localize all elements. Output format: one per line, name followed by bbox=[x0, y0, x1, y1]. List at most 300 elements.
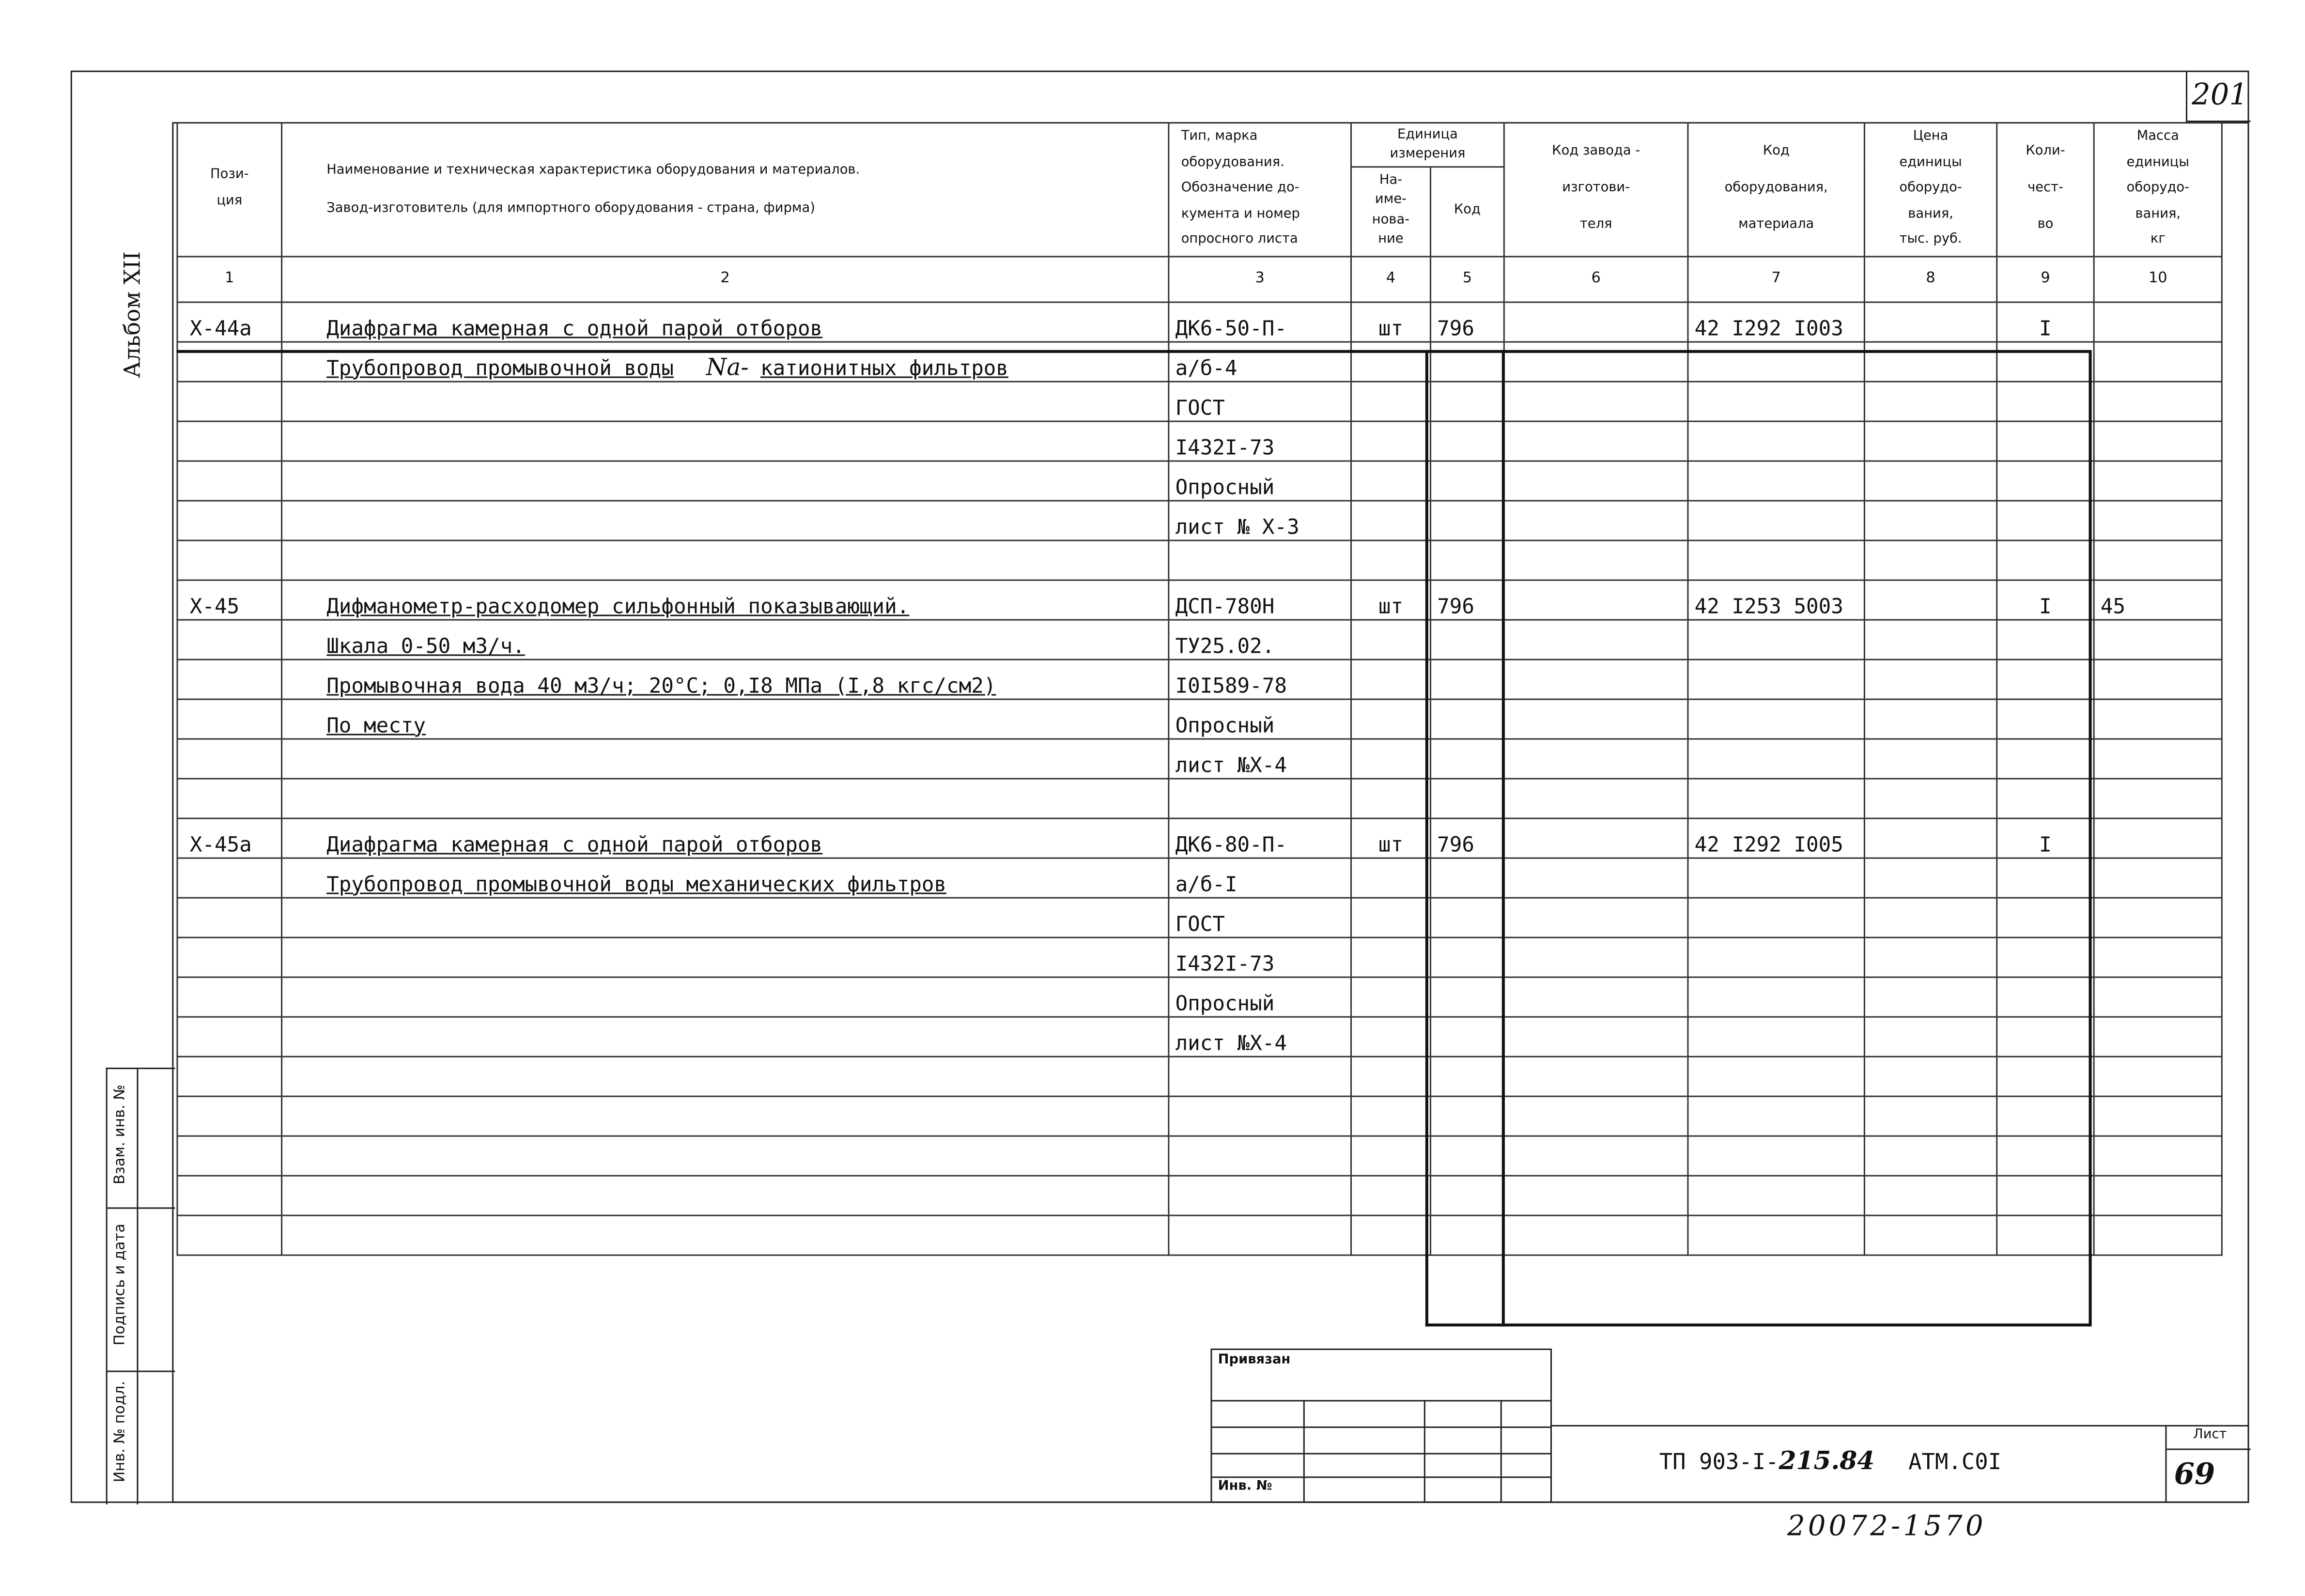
cell-code bbox=[1688, 897, 1864, 937]
cell-ucode bbox=[1430, 659, 1504, 699]
cell-code bbox=[1688, 1096, 1864, 1136]
cell-pos bbox=[177, 1136, 282, 1175]
header-plant-code: Код завода - изготови- теля bbox=[1504, 123, 1688, 257]
side-stamp-inv-replace: Взам. инв. № bbox=[112, 1084, 129, 1185]
header-mass: Масса единицы оборудо- вания, кг bbox=[2094, 123, 2222, 257]
cell-plant bbox=[1504, 1056, 1688, 1096]
table-row bbox=[177, 738, 2222, 778]
cell-pos: X-45a bbox=[177, 818, 282, 858]
cell-name bbox=[282, 818, 1169, 858]
cell-price bbox=[1864, 1136, 1996, 1175]
cell-qty bbox=[1997, 977, 2094, 1016]
table-row bbox=[177, 540, 2222, 580]
table-row bbox=[177, 381, 2222, 421]
cell-plant bbox=[1504, 619, 1688, 659]
cell-plant bbox=[1504, 1215, 1688, 1255]
cell-ucode bbox=[1430, 699, 1504, 738]
cell-plant bbox=[1504, 1175, 1688, 1215]
table-row bbox=[177, 500, 2222, 540]
cell-mass bbox=[2094, 540, 2222, 580]
cell-price bbox=[1864, 738, 1996, 778]
table-row bbox=[177, 699, 2222, 738]
cell-qty bbox=[1997, 341, 2094, 381]
cell-pos bbox=[177, 460, 282, 500]
cell-ucode bbox=[1430, 1016, 1504, 1056]
cell-plant bbox=[1504, 738, 1688, 778]
cell-qty bbox=[1997, 1175, 2094, 1215]
cell-plant bbox=[1504, 341, 1688, 381]
cell-doc: лист № X-3 bbox=[1169, 500, 1351, 540]
cell-mass bbox=[2094, 1096, 2222, 1136]
cell-ucode: 796 bbox=[1430, 580, 1504, 619]
table-row bbox=[177, 659, 2222, 699]
cell-unit bbox=[1351, 460, 1430, 500]
cell-name-text: Шкала 0-50 м3/ч. bbox=[326, 635, 525, 659]
cell-code bbox=[1688, 699, 1864, 738]
cell-code bbox=[1688, 977, 1864, 1016]
cell-name bbox=[282, 858, 1169, 897]
column-number-1: 1 bbox=[177, 256, 282, 302]
cell-name-handwritten: Na- bbox=[706, 353, 749, 381]
cell-ucode: 796 bbox=[1430, 302, 1504, 341]
document-code-suffix: АТМ.С0I bbox=[1908, 1448, 2002, 1475]
cell-mass: 45 bbox=[2094, 580, 2222, 619]
cell-mass bbox=[2094, 1016, 2222, 1056]
cell-mass bbox=[2094, 977, 2222, 1016]
cell-unit bbox=[1351, 1136, 1430, 1175]
cell-ucode bbox=[1430, 1136, 1504, 1175]
cell-plant bbox=[1504, 659, 1688, 699]
cell-qty bbox=[1997, 1016, 2094, 1056]
cell-name-text: Трубопровод промывочной воды bbox=[326, 357, 674, 381]
cell-ucode bbox=[1430, 1215, 1504, 1255]
table-row bbox=[177, 1136, 2222, 1175]
cell-doc: Опросный bbox=[1169, 977, 1351, 1016]
cell-mass bbox=[2094, 619, 2222, 659]
cell-doc: ДСП-780Н bbox=[1169, 580, 1351, 619]
cell-qty bbox=[1997, 659, 2094, 699]
cell-name bbox=[282, 1096, 1169, 1136]
cell-qty bbox=[1997, 460, 2094, 500]
cell-ucode bbox=[1430, 1096, 1504, 1136]
table-header-row bbox=[177, 123, 2222, 167]
table-row bbox=[177, 858, 2222, 897]
cell-doc: Опросный bbox=[1169, 699, 1351, 738]
cell-code bbox=[1688, 937, 1864, 977]
cell-code bbox=[1688, 659, 1864, 699]
cell-code bbox=[1688, 500, 1864, 540]
side-stamp-sign-date: Подпись и дата bbox=[112, 1224, 129, 1346]
cell-doc: ГОСТ bbox=[1169, 381, 1351, 421]
cell-ucode bbox=[1430, 500, 1504, 540]
header-unit-name: На- име- нова- ние bbox=[1351, 167, 1430, 256]
cell-price bbox=[1864, 699, 1996, 738]
cell-doc: а/б-I bbox=[1169, 858, 1351, 897]
cell-doc: ТУ25.02. bbox=[1169, 619, 1351, 659]
sheet-number: 69 bbox=[2174, 1456, 2215, 1491]
cell-code bbox=[1688, 1136, 1864, 1175]
specification-table bbox=[176, 122, 2223, 1256]
cell-mass bbox=[2094, 699, 2222, 738]
cell-doc: Опросный bbox=[1169, 460, 1351, 500]
column-number-row bbox=[177, 256, 2222, 302]
table-row bbox=[177, 619, 2222, 659]
table-row bbox=[177, 580, 2222, 619]
cell-qty bbox=[1997, 937, 2094, 977]
cell-plant bbox=[1504, 977, 1688, 1016]
cell-qty: I bbox=[1997, 302, 2094, 341]
cell-name-text: По месту bbox=[326, 714, 426, 738]
cell-doc bbox=[1169, 1175, 1351, 1215]
cell-price bbox=[1864, 778, 1996, 818]
table-row bbox=[177, 1215, 2222, 1255]
cell-qty bbox=[1997, 1056, 2094, 1096]
document-code-prefix: ТП 903-I- bbox=[1659, 1448, 1779, 1475]
cell-name bbox=[282, 540, 1169, 580]
cell-qty bbox=[1997, 500, 2094, 540]
cell-doc: лист №X-4 bbox=[1169, 1016, 1351, 1056]
cell-mass bbox=[2094, 818, 2222, 858]
cell-ucode bbox=[1430, 897, 1504, 937]
cell-code bbox=[1688, 381, 1864, 421]
cell-price bbox=[1864, 302, 1996, 341]
cell-code: 42 I253 5003 bbox=[1688, 580, 1864, 619]
cell-ucode bbox=[1430, 540, 1504, 580]
cell-price bbox=[1864, 1215, 1996, 1255]
cell-name bbox=[282, 1175, 1169, 1215]
cell-price bbox=[1864, 460, 1996, 500]
cell-name-text: Дифманометр-расходомер сильфонный показывающий. bbox=[326, 595, 910, 619]
cell-ucode bbox=[1430, 341, 1504, 381]
header-equipment-code: Код оборудования, материала bbox=[1688, 123, 1864, 257]
cell-plant bbox=[1504, 421, 1688, 460]
cell-unit bbox=[1351, 1215, 1430, 1255]
cell-code bbox=[1688, 778, 1864, 818]
cell-code: 42 I292 I005 bbox=[1688, 818, 1864, 858]
cell-name-text: Промывочная вода 40 м3/ч; 20°С; 0,I8 МПа (I,8 кгс/см2) bbox=[326, 675, 996, 698]
cell-qty bbox=[1997, 738, 2094, 778]
cell-qty: I bbox=[1997, 818, 2094, 858]
cell-mass bbox=[2094, 1175, 2222, 1215]
cell-name bbox=[282, 738, 1169, 778]
cell-qty bbox=[1997, 897, 2094, 937]
cell-code bbox=[1688, 1016, 1864, 1056]
cell-mass bbox=[2094, 659, 2222, 699]
cell-doc: а/б-4 bbox=[1169, 341, 1351, 381]
cell-name bbox=[282, 897, 1169, 937]
cell-name bbox=[282, 1016, 1169, 1056]
cell-qty bbox=[1997, 421, 2094, 460]
cell-doc bbox=[1169, 1215, 1351, 1255]
cell-price bbox=[1864, 580, 1996, 619]
cell-price bbox=[1864, 421, 1996, 460]
cell-name-text: Диафрагма камерная с одной парой отборов bbox=[326, 317, 823, 341]
table-row bbox=[177, 937, 2222, 977]
cell-code bbox=[1688, 738, 1864, 778]
cell-name bbox=[282, 1056, 1169, 1096]
cell-ucode bbox=[1430, 738, 1504, 778]
cell-qty bbox=[1997, 1096, 2094, 1136]
cell-price bbox=[1864, 937, 1996, 977]
table-row bbox=[177, 421, 2222, 460]
cell-price bbox=[1864, 659, 1996, 699]
cell-qty: I bbox=[1997, 580, 2094, 619]
cell-qty bbox=[1997, 619, 2094, 659]
cell-code: 42 I292 I003 bbox=[1688, 302, 1864, 341]
cell-plant bbox=[1504, 699, 1688, 738]
cell-plant bbox=[1504, 858, 1688, 897]
cell-unit bbox=[1351, 897, 1430, 937]
cell-price bbox=[1864, 1175, 1996, 1215]
cell-unit bbox=[1351, 1175, 1430, 1215]
cell-plant bbox=[1504, 897, 1688, 937]
cell-mass bbox=[2094, 937, 2222, 977]
cell-unit bbox=[1351, 977, 1430, 1016]
header-unit-group: Единица измерения bbox=[1351, 123, 1504, 167]
cell-unit bbox=[1351, 421, 1430, 460]
column-number-3: 3 bbox=[1169, 256, 1351, 302]
bound-stamp bbox=[1210, 1349, 1552, 1503]
cell-code bbox=[1688, 1056, 1864, 1096]
cell-name bbox=[282, 341, 1169, 381]
cell-price bbox=[1864, 1056, 1996, 1096]
header-type-doc: Тип, марка оборудования. Обозначение до- кумента и номер опросного листа bbox=[1169, 123, 1351, 257]
cell-qty bbox=[1997, 1136, 2094, 1175]
cell-unit bbox=[1351, 619, 1430, 659]
cell-plant bbox=[1504, 500, 1688, 540]
cell-code bbox=[1688, 619, 1864, 659]
cell-unit bbox=[1351, 699, 1430, 738]
document-code bbox=[1659, 1447, 2001, 1476]
cell-price bbox=[1864, 500, 1996, 540]
cell-doc bbox=[1169, 1136, 1351, 1175]
cell-unit bbox=[1351, 341, 1430, 381]
cell-pos bbox=[177, 341, 282, 381]
cell-mass bbox=[2094, 897, 2222, 937]
cell-unit bbox=[1351, 381, 1430, 421]
cell-mass bbox=[2094, 1215, 2222, 1255]
cell-pos bbox=[177, 778, 282, 818]
cell-pos bbox=[177, 1016, 282, 1056]
cell-name bbox=[282, 381, 1169, 421]
cell-name-text: Трубопровод промывочной воды механических фильтров bbox=[326, 873, 947, 897]
cell-unit bbox=[1351, 778, 1430, 818]
column-number-9: 9 bbox=[1997, 256, 2094, 302]
cell-mass bbox=[2094, 421, 2222, 460]
table-row bbox=[177, 818, 2222, 858]
cell-name-tail: катионитных фильтров bbox=[760, 357, 1009, 381]
header-name: Наименование и техническая характеристика оборудования и материалов. Завод-изготовитель (для импортного оборудования - страна, фирма) bbox=[282, 123, 1169, 257]
cell-ucode bbox=[1430, 619, 1504, 659]
table-row bbox=[177, 977, 2222, 1016]
table-row bbox=[177, 302, 2222, 341]
cell-plant bbox=[1504, 302, 1688, 341]
cell-unit: шт bbox=[1351, 818, 1430, 858]
sheet-label: Лист bbox=[2193, 1427, 2227, 1443]
cell-price bbox=[1864, 977, 1996, 1016]
cell-ucode bbox=[1430, 1175, 1504, 1215]
cell-ucode bbox=[1430, 778, 1504, 818]
cell-doc: I432I-73 bbox=[1169, 937, 1351, 977]
cell-pos bbox=[177, 619, 282, 659]
table-row bbox=[177, 1056, 2222, 1096]
cell-pos bbox=[177, 937, 282, 977]
cell-doc: ГОСТ bbox=[1169, 897, 1351, 937]
inv-label: Инв. № bbox=[1218, 1479, 1272, 1494]
cell-name bbox=[282, 580, 1169, 619]
cell-ucode bbox=[1430, 977, 1504, 1016]
cell-mass bbox=[2094, 1136, 2222, 1175]
cell-name bbox=[282, 460, 1169, 500]
cell-name bbox=[282, 619, 1169, 659]
cell-code bbox=[1688, 540, 1864, 580]
cell-unit bbox=[1351, 500, 1430, 540]
cell-plant bbox=[1504, 818, 1688, 858]
cell-mass bbox=[2094, 381, 2222, 421]
cell-doc: ДК6-50-П- bbox=[1169, 302, 1351, 341]
bold-column-line bbox=[1502, 350, 1505, 1327]
cell-qty bbox=[1997, 1215, 2094, 1255]
cell-name bbox=[282, 302, 1169, 341]
cell-name bbox=[282, 500, 1169, 540]
cell-price bbox=[1864, 619, 1996, 659]
cell-name bbox=[282, 659, 1169, 699]
cell-pos bbox=[177, 897, 282, 937]
cell-pos bbox=[177, 421, 282, 460]
cell-mass bbox=[2094, 302, 2222, 341]
cell-name-text: Диафрагма камерная с одной парой отборов bbox=[326, 833, 823, 857]
side-stamp-inv-original: Инв. № подл. bbox=[112, 1381, 129, 1483]
bound-label: Привязан bbox=[1218, 1353, 1291, 1368]
cell-unit bbox=[1351, 540, 1430, 580]
cell-name bbox=[282, 778, 1169, 818]
table-row bbox=[177, 1096, 2222, 1136]
corner-number: 201 bbox=[2192, 76, 2248, 112]
cell-plant bbox=[1504, 1096, 1688, 1136]
cell-pos bbox=[177, 500, 282, 540]
album-label: Альбом XII bbox=[119, 251, 146, 378]
cell-price bbox=[1864, 341, 1996, 381]
header-price: Цена единицы оборудо- вания, тыс. руб. bbox=[1864, 123, 1996, 257]
cell-name bbox=[282, 1215, 1169, 1255]
bottom-handwritten-number: 20072-1570 bbox=[1787, 1510, 1986, 1543]
cell-code bbox=[1688, 1175, 1864, 1215]
title-block-line bbox=[1552, 1425, 2249, 1427]
cell-plant bbox=[1504, 460, 1688, 500]
cell-doc: лист №X-4 bbox=[1169, 738, 1351, 778]
bold-row-line bbox=[176, 350, 2088, 353]
cell-mass bbox=[2094, 1056, 2222, 1096]
cell-mass bbox=[2094, 341, 2222, 381]
cell-code bbox=[1688, 460, 1864, 500]
cell-doc bbox=[1169, 1096, 1351, 1136]
cell-doc: I0I589-78 bbox=[1169, 659, 1351, 699]
column-number-10: 10 bbox=[2094, 256, 2222, 302]
cell-mass bbox=[2094, 500, 2222, 540]
cell-name bbox=[282, 937, 1169, 977]
column-number-2: 2 bbox=[282, 256, 1169, 302]
cell-name bbox=[282, 699, 1169, 738]
cell-pos bbox=[177, 738, 282, 778]
cell-pos bbox=[177, 1056, 282, 1096]
cell-pos: X-44a bbox=[177, 302, 282, 341]
table-row bbox=[177, 1175, 2222, 1215]
cell-pos bbox=[177, 1175, 282, 1215]
cell-price bbox=[1864, 897, 1996, 937]
cell-doc bbox=[1169, 778, 1351, 818]
cell-doc: ДК6-80-П- bbox=[1169, 818, 1351, 858]
table-row bbox=[177, 897, 2222, 937]
table-row bbox=[177, 1016, 2222, 1056]
document-code-hand: 215.84 bbox=[1779, 1447, 1875, 1477]
cell-unit bbox=[1351, 1016, 1430, 1056]
cell-qty bbox=[1997, 858, 2094, 897]
cell-unit bbox=[1351, 659, 1430, 699]
cell-code bbox=[1688, 341, 1864, 381]
cell-unit bbox=[1351, 1096, 1430, 1136]
column-number-7: 7 bbox=[1688, 256, 1864, 302]
cell-unit bbox=[1351, 937, 1430, 977]
cell-unit: шт bbox=[1351, 302, 1430, 341]
cell-plant bbox=[1504, 1016, 1688, 1056]
cell-ucode bbox=[1430, 858, 1504, 897]
table-row bbox=[177, 778, 2222, 818]
cell-code bbox=[1688, 421, 1864, 460]
cell-code bbox=[1688, 858, 1864, 897]
table-row bbox=[177, 341, 2222, 381]
cell-pos bbox=[177, 977, 282, 1016]
cell-unit bbox=[1351, 1056, 1430, 1096]
cell-pos bbox=[177, 659, 282, 699]
cell-pos bbox=[177, 1096, 282, 1136]
cell-pos bbox=[177, 540, 282, 580]
cell-mass bbox=[2094, 460, 2222, 500]
cell-qty bbox=[1997, 778, 2094, 818]
cell-qty bbox=[1997, 381, 2094, 421]
header-unit-code: Код bbox=[1430, 167, 1504, 256]
cell-code bbox=[1688, 1215, 1864, 1255]
cell-price bbox=[1864, 818, 1996, 858]
column-number-4: 4 bbox=[1351, 256, 1430, 302]
cell-mass bbox=[2094, 738, 2222, 778]
header-position: Пози- ция bbox=[177, 123, 282, 257]
cell-mass bbox=[2094, 778, 2222, 818]
cell-doc bbox=[1169, 540, 1351, 580]
cell-doc: I432I-73 bbox=[1169, 421, 1351, 460]
cell-price bbox=[1864, 540, 1996, 580]
cell-qty bbox=[1997, 540, 2094, 580]
cell-ucode: 796 bbox=[1430, 818, 1504, 858]
cell-qty bbox=[1997, 699, 2094, 738]
cell-pos: X-45 bbox=[177, 580, 282, 619]
bold-column-line bbox=[2089, 350, 2092, 1327]
column-number-5: 5 bbox=[1430, 256, 1504, 302]
table-row bbox=[177, 460, 2222, 500]
cell-plant bbox=[1504, 381, 1688, 421]
cell-price bbox=[1864, 1016, 1996, 1056]
cell-pos bbox=[177, 1215, 282, 1255]
cell-unit bbox=[1351, 738, 1430, 778]
header-quantity: Коли- чест- во bbox=[1997, 123, 2094, 257]
cell-name bbox=[282, 1136, 1169, 1175]
column-number-6: 6 bbox=[1504, 256, 1688, 302]
cell-ucode bbox=[1430, 381, 1504, 421]
column-number-8: 8 bbox=[1864, 256, 1996, 302]
cell-ucode bbox=[1430, 937, 1504, 977]
cell-price bbox=[1864, 381, 1996, 421]
cell-unit bbox=[1351, 858, 1430, 897]
cell-plant bbox=[1504, 540, 1688, 580]
